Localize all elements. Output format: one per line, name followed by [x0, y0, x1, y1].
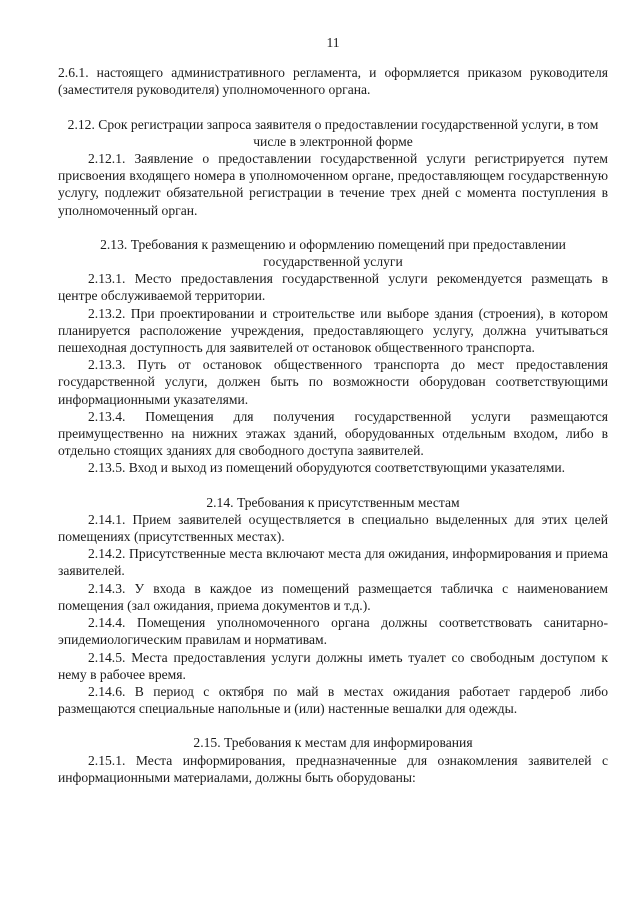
paragraph: 2.15.1. Места информирования, предназначенные для ознакомления заявителей с информационными материалами, должны быть оборудованы: — [58, 752, 608, 785]
paragraph: 2.13.2. При проектировании и строительстве или выборе здания (строения), в котором планируется расположение учреждения, предоставляющего услугу, должна учитываться пешеходная доступность для заявителей от остановок общественного транспорта. — [58, 305, 608, 356]
paragraph: 2.14.3. У входа в каждое из помещений размещается табличка с наименованием помещения (зал ожидания, приема документов и т.д.). — [58, 580, 608, 613]
paragraph: 2.13.4. Помещения для получения государственной услуги размещаются преимущественно на нижних этажах зданий, оборудованных отдельным входом, либо в отдельно стоящих зданиях для свободного доступа заявителей. — [58, 408, 608, 459]
paragraph: 2.14.5. Места предоставления услуги должны иметь туалет со свободным доступом к нему в рабочее время. — [58, 649, 608, 682]
section-heading: 2.12. Срок регистрации запроса заявителя о предоставлении государственной услуги, в том числе в электронной форме — [67, 116, 599, 149]
paragraph: 2.6.1. настоящего административного регламента, и оформляется приказом руководителя (заместителя руководителя) уполномоченного органа. — [58, 65, 608, 98]
document-body — [58, 64, 608, 786]
paragraph: 2.13.1. Место предоставления государственной услуги рекомендуется размещать в центре обслуживаемой территории. — [58, 271, 608, 304]
paragraph: 2.12.1. Заявление о предоставлении государственной услуги регистрируется путем присвоения входящего номера в уполномоченном органе, предоставляющем государственную услугу, подлежит обязательной регистрации в течение трех дней с момента поступления в уполномоченный орган. — [58, 151, 608, 218]
section-heading: 2.14. Требования к присутственным местам — [206, 494, 460, 510]
document-page — [58, 34, 608, 786]
page-number: 11 — [326, 35, 340, 50]
section-heading: 2.13. Требования к размещению и оформлению помещений при предоставлении государственной услуги — [100, 236, 566, 270]
paragraph: 2.14.1. Прием заявителей осуществляется в специально выделенных для этих целей помещениях (присутственных местах). — [58, 511, 608, 545]
paragraph: 2.14.4. Помещения уполномоченного органа должны соответствовать санитарно-эпидемиологическим правилам и нормативам. — [58, 615, 608, 648]
paragraph: 2.13.3. Путь от остановок общественного транспорта до мест предоставления государственной услуги, должен быть по возможности оборудован соответствующими информационными указателями. — [58, 357, 608, 407]
paragraph: 2.14.6. В период с октября по май в местах ожидания работает гардероб либо размещаются специальные напольные и (или) настенные вешалки для одежды. — [58, 683, 608, 717]
paragraph: 2.14.2. Присутственные места включают места для ожидания, информирования и приема заявителей. — [58, 546, 608, 579]
paragraph: 2.13.5. Вход и выход из помещений оборудуются соответствующими указателями. — [88, 460, 565, 476]
section-heading: 2.15. Требования к местам для информирования — [193, 735, 473, 751]
